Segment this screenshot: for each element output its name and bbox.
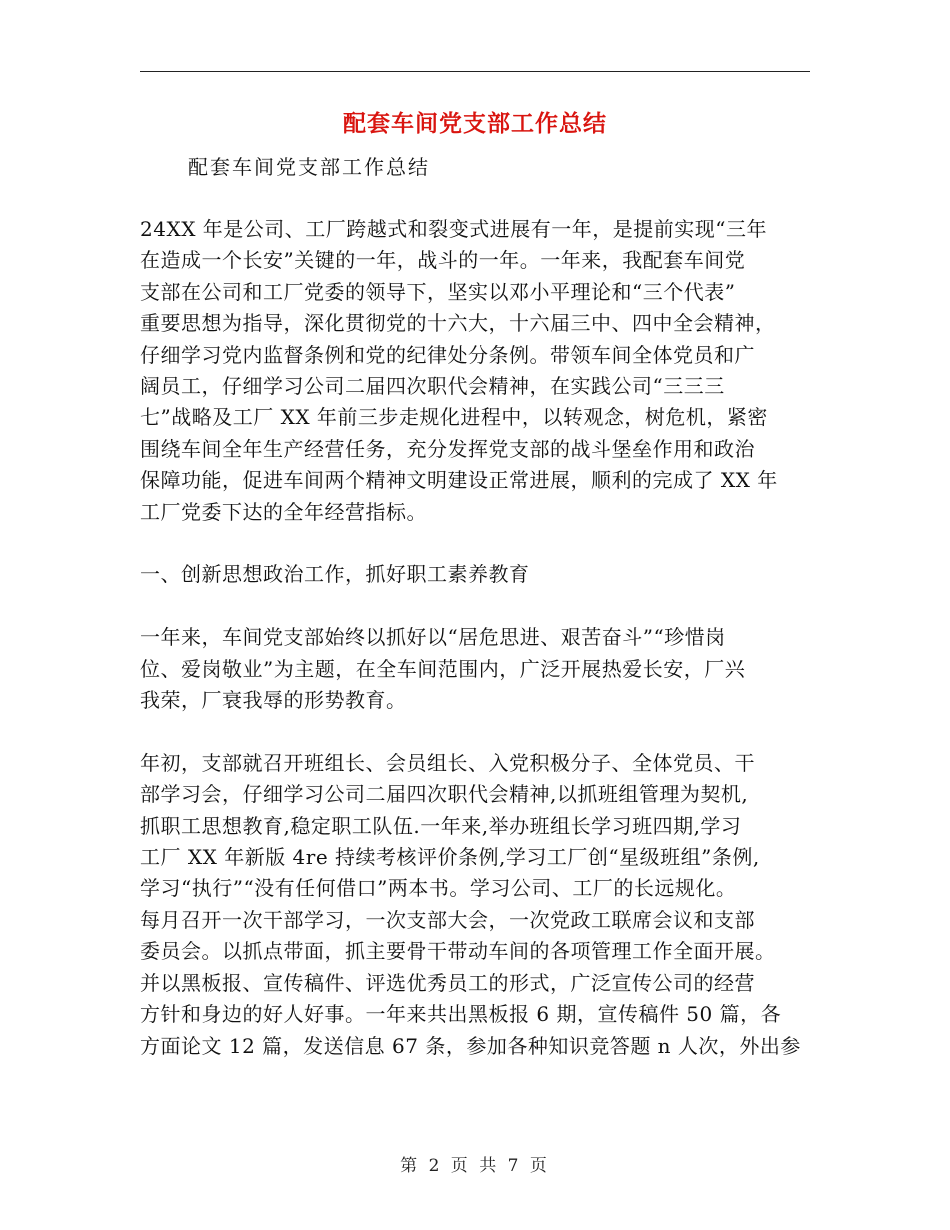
text-line: 在造成一个长安”关键的一年，战斗的一年。一年来，我配套车间党 xyxy=(140,248,746,273)
text-line: 支部在公司和工厂党委的领导下，坚实以邓小平理论和“三个代表” xyxy=(140,279,736,304)
text-line: 重要思想为指导，深化贯彻党的十六大，十六届三中、四中全会精神， xyxy=(140,311,776,336)
text-line: 年初，支部就召开班组长、会员组长、入党积极分子、全体党员、干 xyxy=(140,750,755,775)
text-line: 工厂党委下达的全年经营指标。 xyxy=(140,499,427,524)
text-line: 方面论文 12 篇，发送信息 67 条，参加各种知识竞答题 n 人次，外出参 xyxy=(140,1033,801,1058)
text-line: 方针和身边的好人好事。一年来共出黑板报 6 期，宣传稿件 50 篇，各 xyxy=(140,1002,782,1027)
section-heading xyxy=(140,559,820,590)
text-line: 每月召开一次干部学习，一次支部大会，一次党政工联席会议和支部 xyxy=(140,907,755,932)
text-line: 一年来，车间党支部始终以抓好以“居危思进、艰苦奋斗”“珍惜岗 xyxy=(140,625,726,650)
text-line: 位、爱岗敬业”为主题，在全车间范围内，广泛开展热爱长安，厂兴 xyxy=(140,656,746,681)
text-line: 七”战略及工厂 XX 年前三步走规化进程中，以转观念，树危机，紧密 xyxy=(140,405,768,430)
document-subtitle: 配套车间党支部工作总结 xyxy=(188,155,430,179)
paragraph-theme xyxy=(140,622,820,716)
text-line: 部学习会，仔细学习公司二届四次职代会精神,以抓班组管理为契机, xyxy=(140,782,749,807)
text-line: 一、创新思想政治工作，抓好职工素养教育 xyxy=(140,562,530,587)
document-title: 配套车间党支部工作总结 xyxy=(343,111,607,137)
text-line: 仔细学习党内监督条例和党的纪律处分条例。带领车间全体党员和广 xyxy=(140,342,755,367)
page-number: 第 2 页 共 7 页 xyxy=(400,1156,550,1176)
header-rule xyxy=(140,71,810,72)
text-line: 阔员工，仔细学习公司二届四次职代会精神，在实践公司“三三三 xyxy=(140,374,725,399)
text-line: 并以黑板报、宣传稿件、评选优秀员工的形式，广泛宣传公司的经营 xyxy=(140,970,755,995)
text-line: 保障功能，促进车间两个精神文明建设正常进展，顺利的完成了 XX 年 xyxy=(140,468,778,493)
text-line: 抓职工思想教育,稳定职工队伍.一年来,举办班组长学习班四期,学习 xyxy=(140,813,742,838)
text-line: 我荣，厂衰我辱的形势教育。 xyxy=(140,688,407,713)
text-line: 委员会。以抓点带面，抓主要骨干带动车间的各项管理工作全面开展。 xyxy=(140,939,776,964)
document-body xyxy=(140,214,820,1062)
text-line: 学习“执行”“没有任何借口”两本书。学习公司、工厂的长远规化。 xyxy=(140,876,737,901)
paragraph-activities xyxy=(140,748,820,1062)
paragraph-intro xyxy=(140,214,820,528)
text-line: 24XX 年是公司、工厂跨越式和裂变式进展有一年，是提前实现“三年 xyxy=(140,217,768,241)
text-line: 工厂 XX 年新版 4re 持续考核评价条例,学习工厂创“星级班组”条例, xyxy=(140,845,760,870)
text-line: 围绕车间全年生产经营任务，充分发挥党支部的战斗堡垒作用和政治 xyxy=(140,436,755,461)
